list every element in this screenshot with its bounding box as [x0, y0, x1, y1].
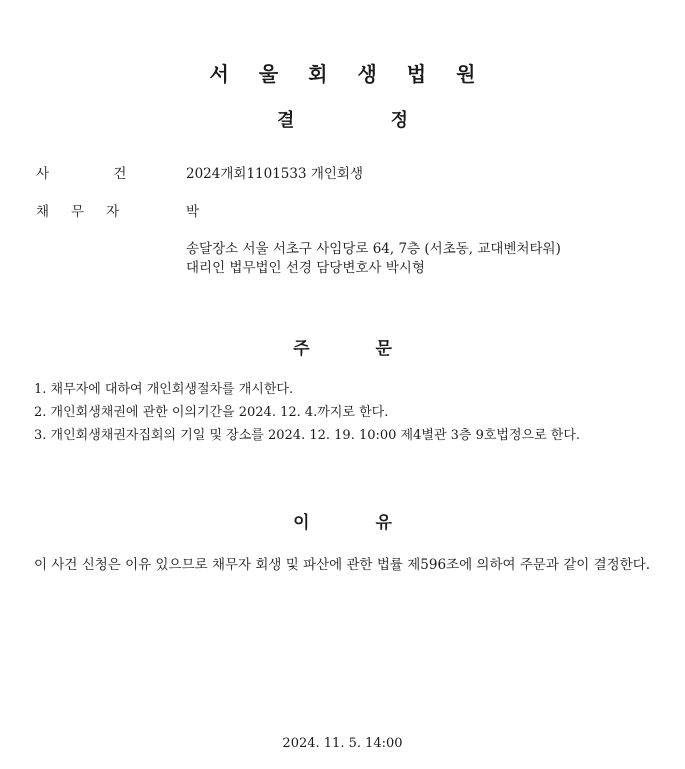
order-list [34, 378, 654, 447]
issue-date: 2024. 11. 5. 14:00 [282, 736, 403, 751]
order-section-title: 주 문 [293, 339, 392, 359]
order-item: 2. 개인회생채권에 관한 이의기간을 2024. 12. 4.까지로 한다. [34, 405, 389, 420]
debtor-label: 채무자 [36, 204, 142, 220]
order-item: 3. 개인회생채권자집회의 기일 및 장소를 2024. 12. 19. 10:00 제4별관 3층 9호법정으로 한다. [34, 428, 581, 443]
debtor-name: 박 [186, 204, 200, 220]
debtor-contact-block [186, 240, 561, 278]
order-item: 1. 채무자에 대하여 개인회생절차를 개시한다. [34, 382, 294, 397]
document-title: 결 정 [276, 110, 409, 131]
case-label: 사 건 [36, 166, 127, 182]
reason-text: 이 사건 신청은 이유 있으므로 채무자 회생 및 파산에 관한 법률 제596조에 의하여 주문과 같이 결정한다. [34, 557, 651, 573]
case-number: 2024개회1101533 개인회생 [186, 166, 364, 182]
court-name: 서울회생법원 [209, 62, 506, 86]
service-address: 송달장소 서울 서초구 사임당로 64, 7층 (서초동, 교대벤처타워) [186, 241, 561, 257]
legal-representative: 대리인 법무법인 선경 담당변호사 박시형 [186, 260, 425, 276]
reason-section-title: 이 유 [293, 513, 392, 533]
